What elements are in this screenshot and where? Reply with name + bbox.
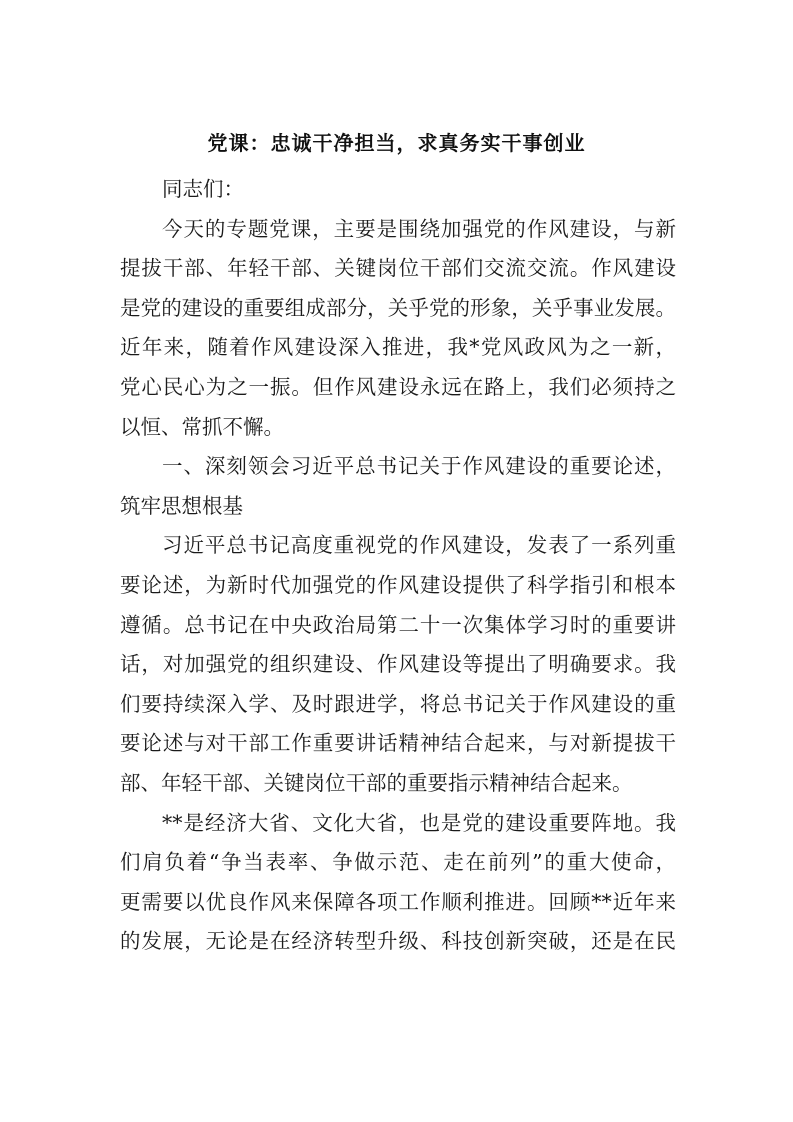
text-line: 提拔干部、年轻干部、关键岗位干部们交流交流。作风建设 (120, 256, 676, 281)
text-line: 是党的建设的重要组成部分，关乎党的形象，关乎事业发展。 (120, 295, 676, 320)
document-body (120, 170, 676, 962)
text-line: 部、年轻干部、关键岗位干部的重要指示精神结合起来。 (120, 770, 633, 795)
text-line: 同志们： (162, 177, 244, 201)
text-line: **是经济大省、文化大省，也是党的建设重要阵地。我 (162, 810, 676, 835)
text-line: 以恒、常抓不懈。 (120, 414, 284, 439)
document-title: 党课：忠诚干净担当，求真务实干事创业 (207, 131, 586, 155)
text-line: 近年来，随着作风建设深入推进，我*党风政风为之一新， (120, 335, 676, 360)
text-line: 党心民心为之一振。但作风建设永远在路上，我们必须持之 (120, 374, 676, 399)
text-line: 更需要以优良作风来保障各项工作顺利推进。回顾**近年来 (120, 889, 676, 914)
text-line: 习近平总书记高度重视党的作风建设，发表了一系列重 (162, 533, 676, 558)
text-line: 们肩负着“争当表率、争做示范、走在前列”的重大使命， (120, 850, 676, 875)
text-line: 一、深刻领会习近平总书记关于作风建设的重要论述， (162, 454, 676, 479)
text-line: 今天的专题党课，主要是围绕加强党的作风建设，与新 (162, 216, 676, 241)
text-line: 遵循。总书记在中央政治局第二十一次集体学习时的重要讲 (120, 612, 676, 637)
text-line: 筑牢思想根基 (120, 493, 243, 518)
text-line: 要论述与对干部工作重要讲话精神结合起来，与对新提拔干 (120, 731, 676, 756)
text-line: 们要持续深入学、及时跟进学，将总书记关于作风建设的重 (120, 691, 676, 716)
text-line: 话，对加强党的组织建设、作风建设等提出了明确要求。我 (120, 652, 676, 677)
text-line: 要论述，为新时代加强党的作风建设提供了科学指引和根本 (120, 572, 676, 597)
text-line: 的发展，无论是在经济转型升级、科技创新突破，还是在民 (120, 929, 676, 954)
